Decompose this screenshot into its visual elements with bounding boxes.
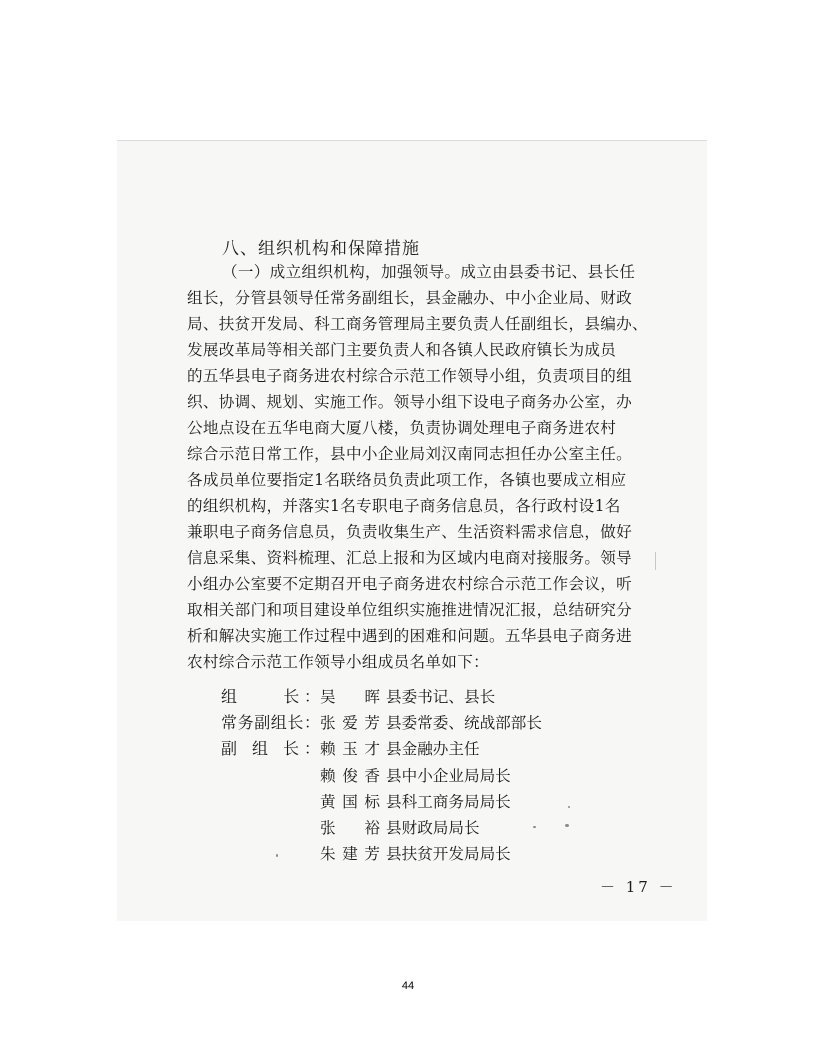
roster-title: 县财政局局长 [386, 819, 480, 837]
roster-role: 常务副组长： [221, 713, 320, 732]
paragraph-line: 公地点设在五华电商大厦八楼，负责协调处理电子商务进农村 [187, 419, 617, 437]
scan-speck [565, 824, 569, 827]
paragraph-line: 综合示范日常工作，县中小企业局刘汉南同志担任办公室主任。 [187, 445, 633, 463]
paragraph-line: 小组办公室要不定期召开电子商务进农村综合示范工作会议，听 [187, 575, 633, 593]
paragraph-line: 取相关部门和项目建设单位组织实施推进情况汇报，总结研究分 [187, 601, 633, 619]
scan-speck [655, 552, 656, 570]
paragraph-line: 农村综合示范工作领导小组成员名单如下： [187, 653, 489, 671]
footer-page-number: 44 [401, 980, 415, 992]
scan-speck [276, 854, 278, 857]
roster-title: 县扶贫开发局局长 [386, 845, 511, 863]
paragraph-line: 局、扶贫开发局、科工商务管理局主要负责人任副组长，县编办、 [187, 315, 648, 333]
roster-title: 县委常委、统战部部长 [386, 714, 542, 732]
paragraph-line: 织、协调、规划、实施工作。领导小组下设电子商务办公室，办 [187, 393, 633, 411]
roster-name: 朱建芳 [320, 845, 380, 863]
roster-name: 吴 晖 [320, 688, 380, 706]
roster-name: 黄国标 [320, 793, 380, 811]
roster-row [0, 815, 816, 841]
paragraph-line: 信息采集、资料梳理、汇总上报和为区域内电商对接服务。领导 [187, 549, 633, 567]
roster-role: 组 长： [221, 687, 320, 706]
roster-name: 赖俊香 [320, 767, 380, 785]
roster-row [0, 841, 816, 867]
roster-row [0, 710, 816, 736]
scan-speck [533, 826, 536, 828]
roster-row [0, 736, 816, 762]
roster-row [0, 684, 816, 710]
paragraph-line: 兼职电子商务信息员，负责收集生产、生活资料需求信息，做好 [187, 523, 633, 541]
scan-speck [568, 806, 570, 808]
roster-title: 县中小企业局局长 [386, 767, 511, 785]
roster-title: 县科工商务局局长 [386, 793, 511, 811]
paragraph-line: 的组织机构，并落实1名专职电子商务信息员，各行政村设1名 [187, 497, 621, 515]
roster-name: 赖玉才 [320, 740, 380, 758]
paragraph-line: 析和解决实施工作过程中遇到的困难和问题。五华县电子商务进 [187, 627, 633, 645]
roster-title: 县委书记、县长 [386, 688, 496, 706]
roster-row [0, 763, 816, 789]
roster-name: 张 裕 [320, 819, 380, 837]
roster-name: 张爱芳 [320, 714, 380, 732]
paragraph-line: 各成员单位要指定1名联络员负责此项工作，各镇也要成立相应 [187, 471, 627, 489]
roster-row [0, 789, 816, 815]
inner-page-number: － 17 － [600, 878, 677, 896]
section-heading: 八、组织机构和保障措施 [222, 239, 420, 259]
paragraph-line: 发展改革局等相关部门主要负责人和各镇人民政府镇长为成员 [187, 341, 617, 359]
paragraph-line: 组长，分管县领导任常务副组长，县金融办、中小企业局、财政 [187, 289, 633, 307]
paragraph-line: （一）成立组织机构，加强领导。成立由县委书记、县长任 [222, 263, 636, 281]
roster-title: 县金融办主任 [386, 740, 480, 758]
roster-role: 副 组 长： [221, 739, 320, 758]
paragraph-line: 的五华县电子商务进农村综合示范工作领导小组，负责项目的组 [187, 367, 633, 385]
